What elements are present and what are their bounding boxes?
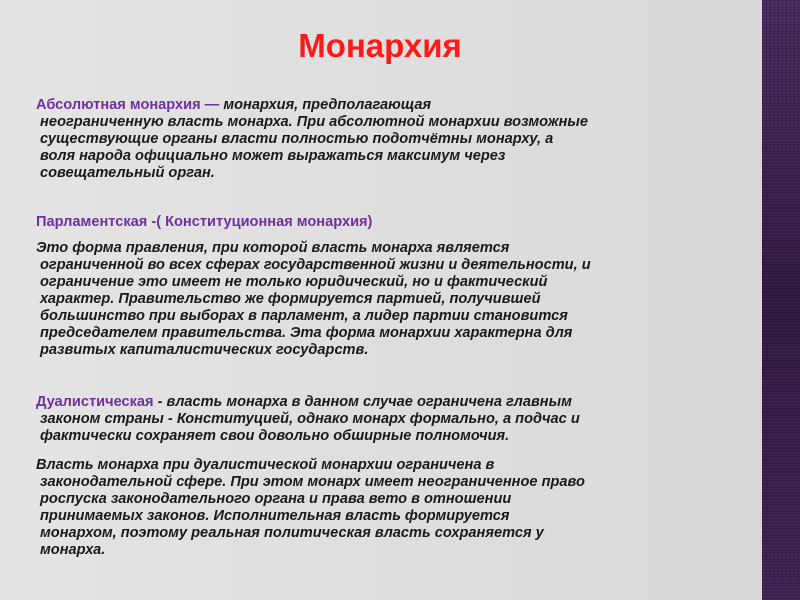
parliamentary-line-1: Это форма правления, при которой власть монарха является [36, 240, 510, 256]
paragraph-parliamentary-definition [36, 240, 591, 359]
absolute-line-4: воля народа официально может выражаться максимум через [40, 148, 506, 164]
paragraph-dualistic-power [36, 457, 585, 559]
absolute-line-5: совещательный орган. [40, 165, 215, 181]
absolute-line-3: существующие органы власти полностью подотчётны монарху, а [40, 131, 554, 147]
parliamentary-line-3: ограничение это имеет не только юридический, но и фактический [40, 274, 548, 290]
decorative-side-stripe [762, 0, 800, 600]
parliamentary-line-5: большинство при выборах в парламент, а лидер партии становится [40, 308, 568, 324]
dualistic-power-line-3: роспуска законодательного органа и права вето в отношении [40, 491, 512, 507]
absolute-line-1: монархия, предполагающая [223, 97, 432, 113]
term-parliamentary-monarchy: Парламентская -( Конституционная монархия) [36, 214, 373, 230]
dualistic-power-line-5: монархом, поэтому реальная политическая власть сохраняется у [40, 525, 544, 541]
dualistic-line-2: законом страны - Конституцией, однако монарх формально, а подчас и [40, 411, 580, 427]
parliamentary-line-6: председателем правительства. Эта форма монархии характерна для [40, 325, 573, 341]
dualistic-power-line-4: принимаемых законов. Исполнительная власть формируется [40, 508, 510, 524]
parliamentary-line-2: ограниченной во всех сферах государственной жизни и деятельности, и [40, 257, 591, 273]
dualistic-line-1: - власть монарха в данном случае ограничена главным [153, 394, 572, 410]
dualistic-power-line-2: законодательной сфере. При этом монарх имеет неограниченное право [40, 474, 585, 490]
paragraph-dualistic-monarchy [36, 394, 580, 445]
term-absolute-monarchy: Абсолютная монархия — [36, 97, 224, 113]
dualistic-line-3: фактически сохраняет свои довольно обширные полномочия. [40, 428, 510, 444]
paragraph-parliamentary-heading [36, 214, 372, 231]
term-dualistic-monarchy: Дуалистическая [36, 394, 154, 410]
paragraph-absolute-monarchy [36, 97, 588, 182]
absolute-line-2: неограниченную власть монарха. При абсолютной монархии возможные [40, 114, 588, 130]
slide-title: Монархия [298, 27, 462, 64]
dualistic-power-line-6: монарха. [40, 542, 106, 558]
parliamentary-line-4: характер. Правительство же формируется партией, получившей [40, 291, 541, 307]
dualistic-power-line-1: Власть монарха при дуалистической монархии ограничена в [36, 457, 495, 473]
parliamentary-line-7: развитых капиталистических государств. [40, 342, 369, 358]
